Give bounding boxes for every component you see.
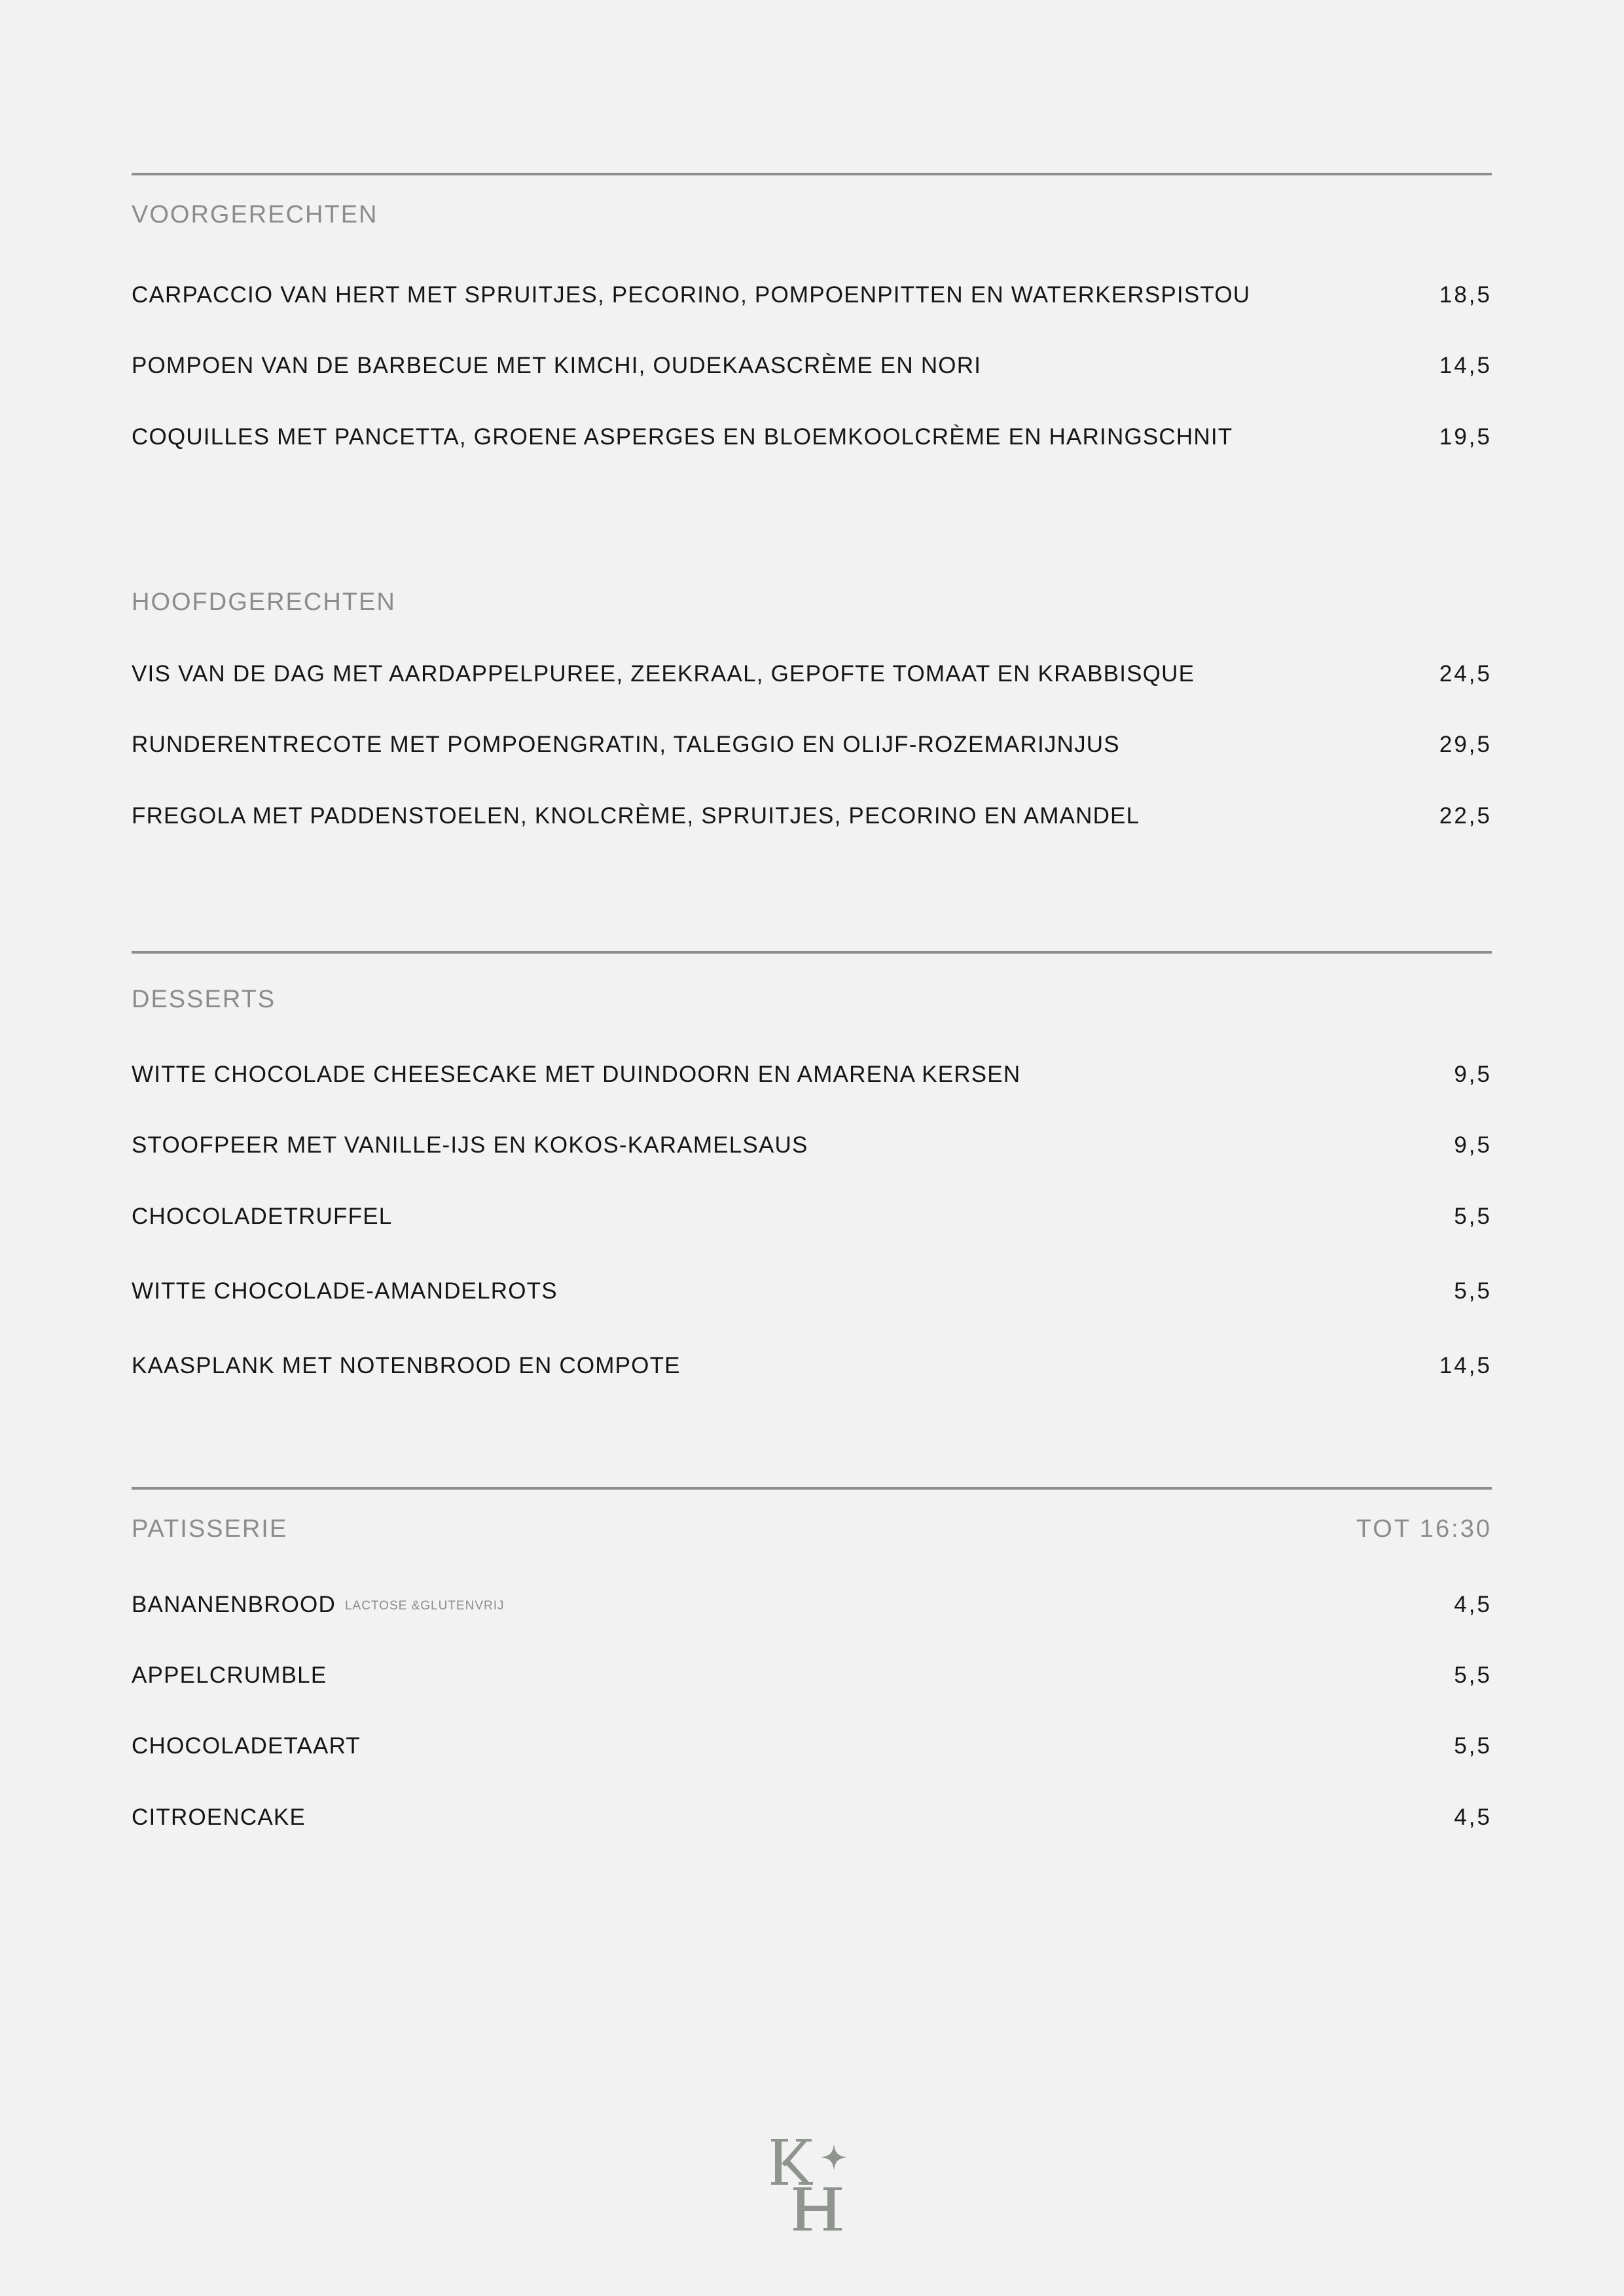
menu-item xyxy=(132,1585,1492,1624)
menu-item-name: CARPACCIO VAN HERT MET SPRUITJES, PECORINO, POMPOENPITTEN EN WATERKERSPISTOU xyxy=(132,282,1251,308)
menu-item-name: VIS VAN DE DAG MET AARDAPPELPUREE, ZEEKRAAL, GEPOFTE TOMAAT EN KRABBISQUE xyxy=(132,661,1195,687)
menu-item-dietary-note: LACTOSE &GLUTENVRIJ xyxy=(344,1598,505,1613)
menu-item-price: 4,5 xyxy=(1454,1592,1492,1617)
section-title: PATISSERIE xyxy=(132,1515,288,1543)
section-divider xyxy=(132,1487,1492,1490)
section-header xyxy=(132,195,1492,234)
kh-monogram-icon xyxy=(767,2135,859,2233)
menu-item-name: WITTE CHOCOLADE CHEESECAKE MET DUINDOORN EN AMARENA KERSEN xyxy=(132,1062,1021,1087)
menu-item-name: CHOCOLADETRUFFEL xyxy=(132,1204,393,1229)
menu-item xyxy=(132,1055,1492,1094)
menu-item-label: BANANENBROOD xyxy=(132,1592,336,1617)
menu-item xyxy=(132,1656,1492,1695)
menu-item-name: APPELCRUMBLE xyxy=(132,1662,327,1688)
menu-item xyxy=(132,655,1492,694)
menu-item xyxy=(132,1197,1492,1236)
menu-item-name: KAASPLANK MET NOTENBROOD EN COMPOTE xyxy=(132,1353,681,1378)
section-hours: TOT 16:30 xyxy=(1356,1515,1492,1543)
menu-item-name: FREGOLA MET PADDENSTOELEN, KNOLCRÈME, SPRUITJES, PECORINO EN AMANDEL xyxy=(132,803,1140,829)
section-title: HOOFDGERECHTEN xyxy=(132,588,396,616)
menu-item-name: WITTE CHOCOLADE-AMANDELROTS xyxy=(132,1278,558,1304)
menu-item-price: 18,5 xyxy=(1439,282,1492,308)
menu-item xyxy=(132,1727,1492,1766)
menu-item xyxy=(132,418,1492,457)
menu-item-price: 24,5 xyxy=(1439,661,1492,687)
menu-item-price: 22,5 xyxy=(1439,803,1492,829)
kh-logo xyxy=(767,2135,859,2233)
menu-item-price: 14,5 xyxy=(1439,353,1492,378)
menu-item xyxy=(132,346,1492,386)
menu-item-price: 9,5 xyxy=(1454,1132,1492,1158)
section-divider xyxy=(132,951,1492,954)
menu-item xyxy=(132,797,1492,836)
menu-item xyxy=(132,1346,1492,1386)
section-header xyxy=(132,1509,1492,1549)
menu-item-price: 14,5 xyxy=(1439,1353,1492,1378)
menu-item xyxy=(132,725,1492,764)
menu-item-price: 29,5 xyxy=(1439,732,1492,757)
menu-item-price: 4,5 xyxy=(1454,1804,1492,1830)
section-title: VOORGERECHTEN xyxy=(132,201,378,228)
menu-item-name xyxy=(132,1585,505,1626)
menu-item-price: 5,5 xyxy=(1454,1662,1492,1688)
section-divider xyxy=(132,173,1492,175)
menu-item-price: 5,5 xyxy=(1454,1733,1492,1759)
menu-item xyxy=(132,1272,1492,1311)
menu-item xyxy=(132,1126,1492,1165)
sparkle-icon xyxy=(821,2144,847,2170)
menu-item-name: COQUILLES MET PANCETTA, GROENE ASPERGES EN BLOEMKOOLCRÈME EN HARINGSCHNIT xyxy=(132,424,1233,450)
menu-item-name: RUNDERENTRECOTE MET POMPOENGRATIN, TALEGGIO EN OLIJF-ROZEMARIJNJUS xyxy=(132,732,1120,757)
menu-item-price: 9,5 xyxy=(1454,1062,1492,1087)
menu-item-price: 19,5 xyxy=(1439,424,1492,450)
menu-item-price: 5,5 xyxy=(1454,1278,1492,1304)
menu-item-name: POMPOEN VAN DE BARBECUE MET KIMCHI, OUDEKAASCRÈME EN NORI xyxy=(132,353,982,378)
section-header xyxy=(132,583,1492,622)
menu-item xyxy=(132,276,1492,315)
menu-item-name: CITROENCAKE xyxy=(132,1804,306,1830)
menu-item-name: CHOCOLADETAART xyxy=(132,1733,361,1759)
menu-item-price: 5,5 xyxy=(1454,1204,1492,1229)
section-title: DESSERTS xyxy=(132,986,276,1013)
menu-item-name: STOOFPEER MET VANILLE-IJS EN KOKOS-KARAMELSAUS xyxy=(132,1132,808,1158)
section-header xyxy=(132,980,1492,1019)
menu-item xyxy=(132,1798,1492,1837)
